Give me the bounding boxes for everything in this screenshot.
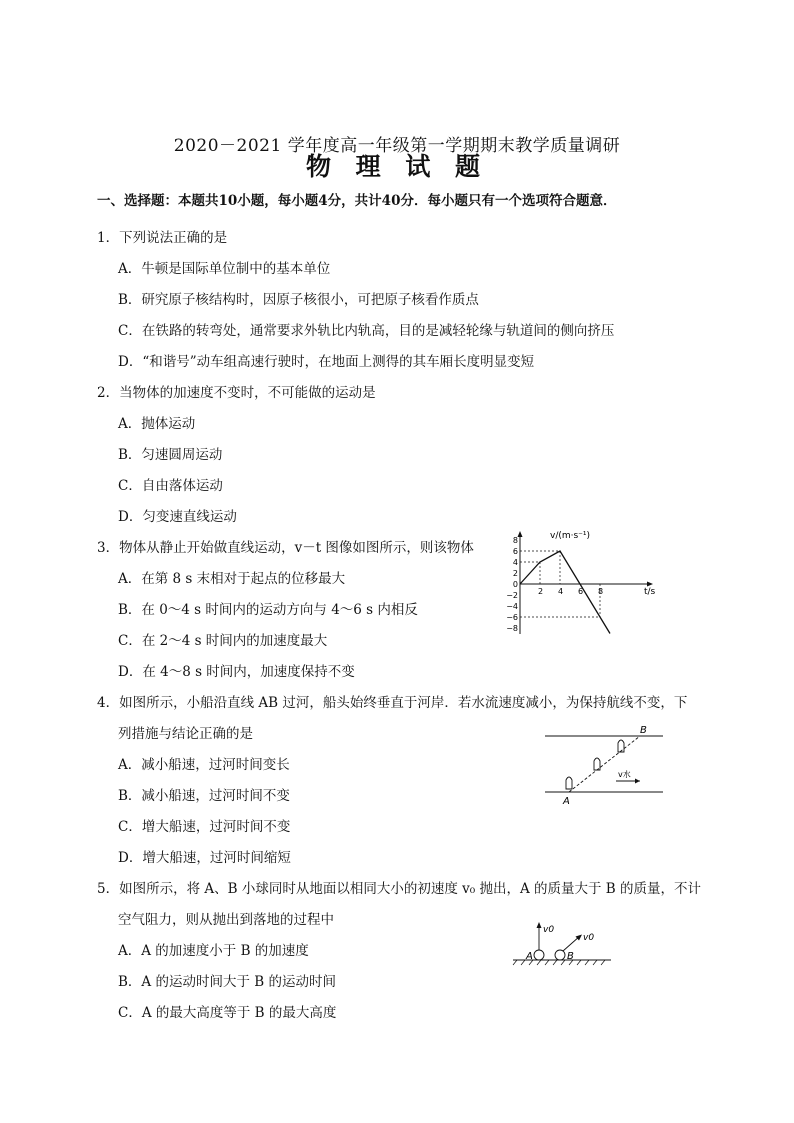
point-a-label: A xyxy=(563,796,570,807)
ball-a xyxy=(534,950,544,960)
river-crossing-figure xyxy=(540,722,668,808)
velocity-label-b: v0 xyxy=(583,933,595,943)
vt-graph-y-tick-label: −4 xyxy=(506,602,518,611)
question-2-option-b: B．匀速圆周运动 xyxy=(118,447,223,463)
question-5-option-b: B．A 的运动时间大于 B 的运动时间 xyxy=(118,974,336,990)
question-1-stem: 1．下列说法正确的是 xyxy=(97,230,228,246)
vt-graph-x-tick-label: 6 xyxy=(578,587,584,596)
vt-graph-y-tick-label: 8 xyxy=(512,536,518,545)
question-4-option-a: A．减小船速，过河时间变长 xyxy=(118,757,290,773)
question-2-stem: 2．当物体的加速度不变时，不可能做的运动是 xyxy=(97,385,376,401)
arrow-head-icon xyxy=(635,779,640,784)
ball-b xyxy=(555,950,565,960)
vt-graph-y-tick-label: 6 xyxy=(512,547,518,556)
vt-graph-x-tick-label: 8 xyxy=(598,587,604,596)
vt-graph-xlabel: t/s xyxy=(644,587,656,597)
question-5-option-c: C．A 的最大高度等于 B 的最大高度 xyxy=(118,1005,337,1021)
boat-icon xyxy=(594,758,600,770)
vt-graph-x-tick-label: 2 xyxy=(538,587,544,596)
question-5-stem: 5．如图所示，将 A、B 小球同时从地面以相同大小的初速度 v₀ 抛出，A 的质量大于 B 的质量，不计 xyxy=(97,881,702,897)
question-1-option-b: B．研究原子核结构时，因原子核很小，可把原子核看作质点 xyxy=(118,292,479,308)
question-2-option-a: A．抛体运动 xyxy=(118,416,196,432)
question-1-option-c: C．在铁路的转弯处，通常要求外轨比内轨高，目的是减轻轮缘与轨道间的侧向挤压 xyxy=(118,323,615,339)
vt-graph-y-tick-label: 0 xyxy=(512,580,518,589)
question-4-option-c: C．增大船速，过河时间不变 xyxy=(118,819,291,835)
question-4-option-b: B．减小船速，过河时间不变 xyxy=(118,788,290,804)
question-4-stem: 4．如图所示，小船沿直线 AB 过河，船头始终垂直于河岸．若水流速度减小，为保持航线不变，下 xyxy=(97,695,688,711)
vt-graph-x-tick-label: 4 xyxy=(558,587,564,596)
vt-graph-y-tick-label: 2 xyxy=(512,569,518,578)
vt-graph-figure xyxy=(500,522,670,634)
arrow-head-icon xyxy=(537,922,542,928)
question-4-stem-continued: 列措施与结论正确的是 xyxy=(118,726,253,742)
question-3-option-b: B．在 0～4 s 时间内的运动方向与 4～6 s 内相反 xyxy=(118,602,418,618)
vt-graph-line xyxy=(520,551,610,634)
question-4-option-d: D．增大船速，过河时间缩短 xyxy=(118,850,291,866)
vt-graph-y-tick-label: −2 xyxy=(506,591,518,600)
vt-graph-y-tick-label: 4 xyxy=(512,558,518,567)
question-1-option-d: D．“和谐号”动车组高速行驶时，在地面上测得的其车厢长度明显变短 xyxy=(118,354,535,370)
velocity-label-a: v0 xyxy=(543,925,555,935)
question-5-option-a: A．A 的加速度小于 B 的加速度 xyxy=(118,943,309,959)
boat-icon xyxy=(566,777,572,789)
question-3-option-a: A．在第 8 s 末相对于起点的位移最大 xyxy=(118,571,346,587)
page-title: 2020－2021 学年度高一年级第一学期期末教学质量调研 xyxy=(173,136,621,156)
question-1-option-a: A．牛顿是国际单位制中的基本单位 xyxy=(118,261,331,277)
ball-a-label: A xyxy=(526,951,533,962)
question-2-option-d: D．匀变速直线运动 xyxy=(118,509,237,525)
vt-graph-y-tick-label: −6 xyxy=(506,613,518,622)
projectile-balls-figure xyxy=(505,918,617,968)
question-3-option-c: C．在 2～4 s 时间内的加速度最大 xyxy=(118,633,328,649)
water-velocity-label: v水 xyxy=(618,770,631,779)
question-3-stem: 3．物体从静止开始做直线运动，v－t 图像如图所示，则该物体 xyxy=(97,540,474,556)
question-2-option-c: C．自由落体运动 xyxy=(118,478,223,494)
x-axis-arrow-icon xyxy=(647,582,653,587)
y-axis-arrow-icon xyxy=(518,531,523,537)
path-ab-line xyxy=(569,736,640,792)
page-subtitle: 物 理 试 题 xyxy=(305,152,489,181)
ball-b-label: B xyxy=(567,951,574,962)
question-3-option-d: D．在 4～8 s 时间内，加速度保持不变 xyxy=(118,664,355,680)
section-heading: 一、选择题：本题共10小题，每小题4分，共计40分．每小题只有一个选项符合题意． xyxy=(97,193,617,209)
vt-graph-y-tick-label: −8 xyxy=(506,624,518,633)
boat-icon xyxy=(618,740,624,752)
question-5-stem-continued: 空气阻力，则从抛出到落地的过程中 xyxy=(118,912,334,928)
point-b-label: B xyxy=(640,725,647,736)
vt-graph-ylabel: v/(m·s⁻¹) xyxy=(550,531,591,541)
